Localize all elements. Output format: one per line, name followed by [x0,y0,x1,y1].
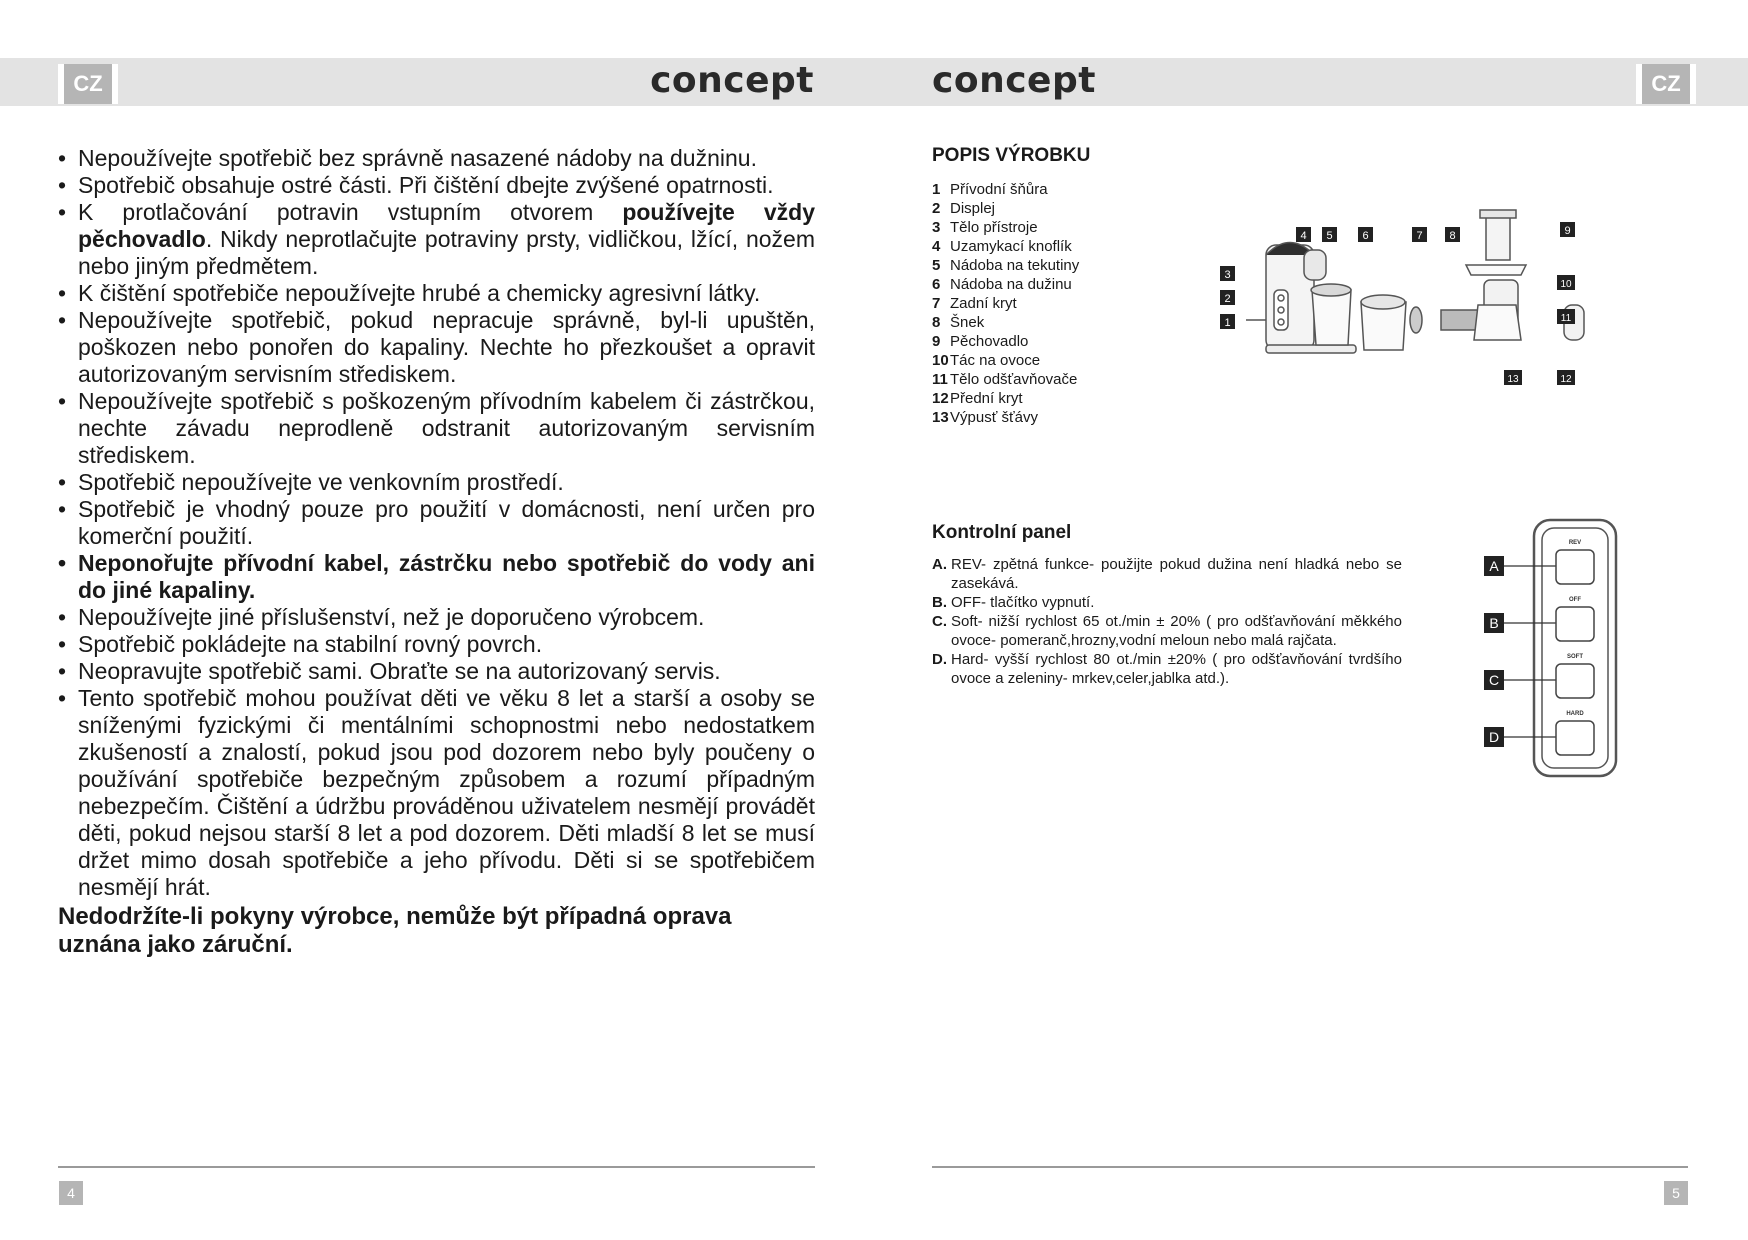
parts-list [932,180,1079,427]
diagram-label-5: 5 [1326,230,1333,242]
diagram-label-3: 3 [1224,269,1231,281]
safety-list [58,145,815,901]
button-label-soft: SOFT [1567,654,1583,660]
list-item: B. OFF- tlačítko vypnutí. [932,594,1095,611]
control-panel-diagram [1480,518,1620,778]
diagram-label-7: 7 [1416,230,1423,242]
callout-c: C [1488,672,1500,688]
list-item: • Nepoužívejte spotřebič, pokud nepracuje správně, byl-li upuštěn, poškozen nebo ponořen do kapaliny. Nechte ho přezkoušet a opravit autorizovaným servisním střediskem. [58,307,815,388]
section-title: POPIS VÝROBKU [932,145,1091,166]
list-item: 8 Šnek [932,314,985,331]
control-list [932,555,1402,688]
list-item: 2 Displej [932,200,996,217]
list-item: • K protlačování potravin vstupním otvorem používejte vždy pěchovadlo. Nikdy neprotlačujte potraviny prsty, vidličkou, lžící, nožem nebo jiným předmětem. [58,199,815,280]
list-item: 5 Nádoba na tekutiny [932,257,1080,274]
button-label-off: OFF [1569,597,1581,603]
warranty-warning: Nedodržíte-li pokyny výrobce, nemůže být případná oprava uznána jako záruční. [58,903,732,958]
list-item: 10 Tác na ovoce [932,352,1041,369]
diagram-label-13: 13 [1507,374,1519,385]
language-tag: CZ [1636,64,1696,104]
diagram-label-4: 4 [1300,230,1307,242]
diagram-label-8: 8 [1449,230,1456,242]
list-item: 1 Přívodní šňůra [932,181,1048,198]
list-item: 13 Výpusť šťávy [932,409,1038,426]
list-item: • Spotřebič obsahuje ostré části. Při čištění dbejte zvýšené opatrnosti. [58,172,815,199]
section-title: Kontrolní panel [932,522,1072,543]
list-item: • Neopravujte spotřebič sami. Obraťte se na autorizovaný servis. [58,658,815,685]
list-item: • Spotřebič nepoužívejte ve venkovním prostředí. [58,469,815,496]
list-item: • Spotřebič pokládejte na stabilní rovný povrch. [58,631,815,658]
diagram-label-1: 1 [1224,317,1231,329]
footer-divider [58,1166,815,1168]
list-item: A. REV- zpětná funkce- použijte pokud dužina není hladká nebo se zasekává. [932,556,1402,592]
list-item: • Neponořujte přívodní kabel, zástrčku nebo spotřebič do vody ani do jiné kapaliny. [58,550,815,604]
list-item: • Nepoužívejte spotřebič s poškozeným přívodním kabelem či zástrčkou, nechte závadu neprodleně odstranit autorizovaným servisním střediskem. [58,388,815,469]
language-tag: CZ [58,64,118,104]
right-page [874,0,1748,1240]
list-item: 11 Tělo odšťavňovače [932,371,1078,388]
list-item: 3 Tělo přístroje [932,219,1038,236]
list-item: D. Hard- vyšší rychlost 80 ot./min ±20% ( pro odšťavňování tvrdšího ovoce a zeleniny- mrkev,celer,jablka atd.). [932,651,1402,687]
diagram-label-2: 2 [1224,293,1231,305]
button-label-hard: HARD [1566,711,1584,717]
diagram-label-6: 6 [1362,230,1369,242]
list-item: 6 Nádoba na dužinu [932,276,1072,293]
button-label-rev: REV [1568,540,1582,546]
footer-divider [932,1166,1688,1168]
list-item: 12 Přední kryt [932,390,1023,407]
list-item: • Tento spotřebič mohou používat děti ve věku 8 let a starší a osoby se sníženými fyzickými či mentálními schopnostmi nebo nedostatkem zkušeností a znalostí, pokud jsou pod dozorem nebo byly poučeny o používání spotřebiče bezpečným způsobem a rozumí případným nebezpečím. Čištění a údržbu prováděnou uživatelem nesmějí provádět děti, pokud nejsou starší 8 let a pod dozorem. Děti mladší 8 let se musí držet mimo dosah spotřebiče a jeho přívodu. Děti si se spotřebičem nesmějí hrát. [58,685,815,901]
list-item: C. Soft- nižší rychlost 65 ot./min ± 20% ( pro odšťavňování měkkého ovoce- pomeranč,hrozny,vodní meloun nebo malá rajčata. [932,613,1402,649]
list-item: 7 Zadní kryt [932,295,1017,312]
diagram-label-12: 12 [1560,374,1572,385]
callout-d: D [1488,729,1500,745]
callout-b: B [1489,615,1499,631]
list-item: • Spotřebič je vhodný pouze pro použití v domácnosti, není určen pro komerční použití. [58,496,815,550]
list-item: 9 Pěchovadlo [932,333,1029,350]
product-diagram [1216,210,1616,390]
diagram-label-11: 11 [1560,313,1572,324]
list-item: • K čištění spotřebiče nepoužívejte hrubé a chemicky agresivní látky. [58,280,815,307]
brand-logo: concept [650,60,814,101]
page-header [874,58,1748,106]
page-number: 5 [1664,1181,1688,1205]
list-item: • Nepoužívejte jiné příslušenství, než je doporučeno výrobcem. [58,604,815,631]
page-number: 4 [59,1181,83,1205]
list-item: 4 Uzamykací knoflík [932,238,1072,255]
brand-logo: concept [932,60,1096,101]
page-header [0,58,874,106]
diagram-label-10: 10 [1560,279,1572,290]
diagram-label-9: 9 [1564,225,1571,237]
callout-a: A [1489,558,1499,574]
list-item: • Nepoužívejte spotřebič bez správně nasazené nádoby na dužninu. [58,145,815,172]
